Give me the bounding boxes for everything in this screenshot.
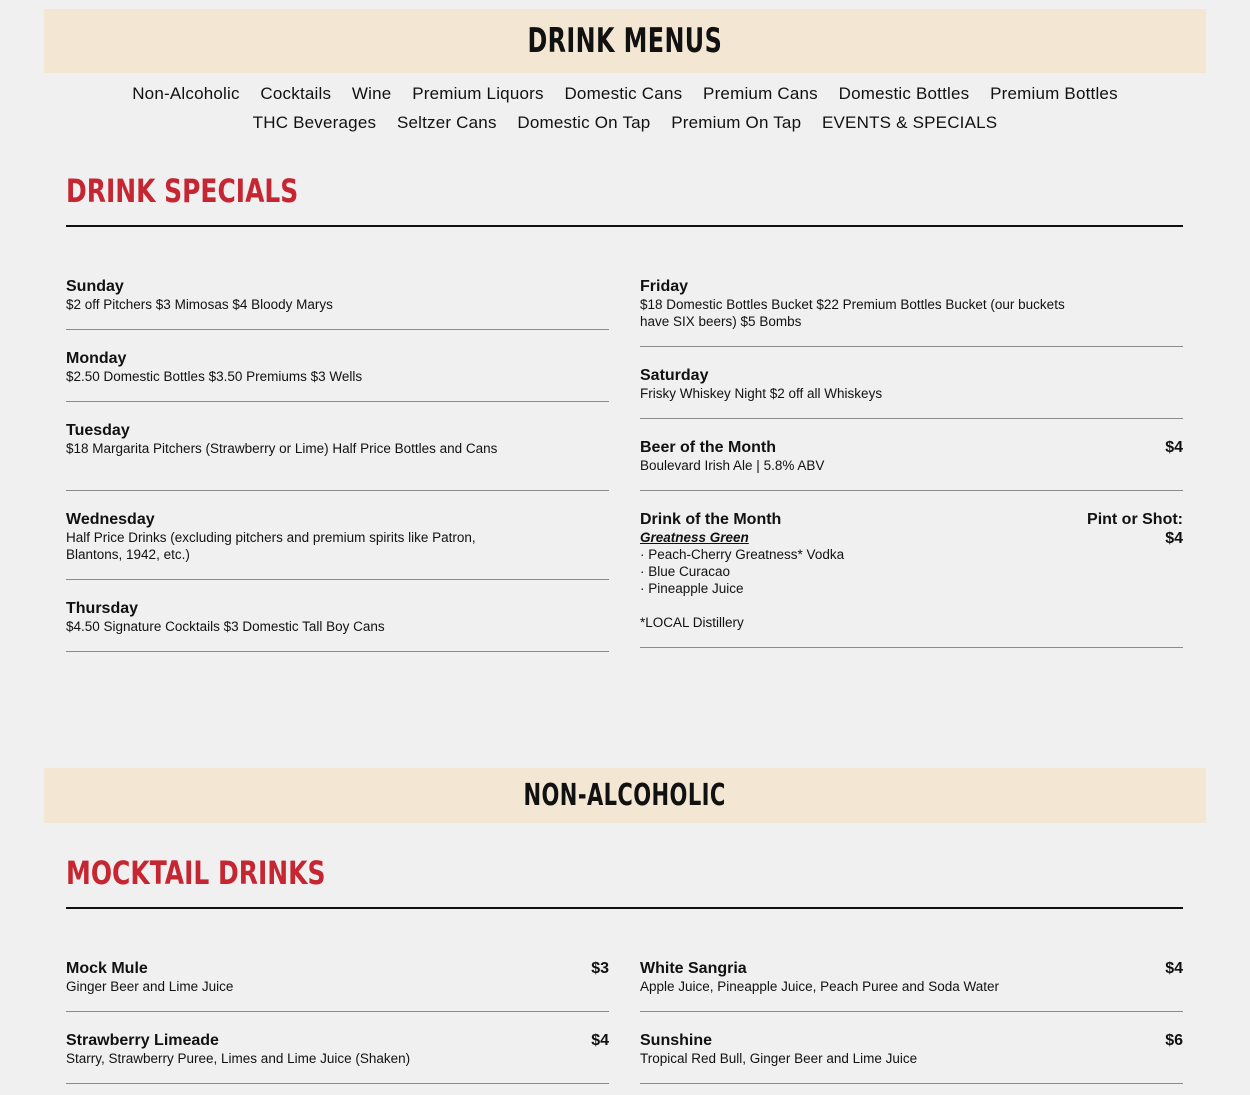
non-alcoholic-banner <box>44 768 1206 823</box>
special-item-thursday <box>66 580 609 652</box>
menu-nav-row-2 <box>0 113 1250 133</box>
nav-link-premium-liquors[interactable]: Premium Liquors <box>412 84 544 103</box>
special-item-beer-of-the-month <box>640 419 1183 491</box>
item-name: Mock Mule <box>66 960 148 977</box>
drink-menus-banner <box>44 9 1206 73</box>
special-day: Beer of the Month <box>640 439 776 456</box>
special-desc: Frisky Whiskey Night $2 off all Whiskeys <box>640 386 883 401</box>
greatness-green-link[interactable]: Greatness Green <box>640 530 749 545</box>
price-label: Pint or Shot: <box>1087 511 1183 528</box>
special-day: Drink of the Month <box>640 511 782 528</box>
nav-link-premium-cans[interactable]: Premium Cans <box>703 84 818 103</box>
special-day: Thursday <box>66 600 139 617</box>
item-price: $3 <box>591 960 609 977</box>
special-desc: Half Price Drinks (excluding pitchers and premium spirits like Patron, Blantons, 1942, etc.) <box>66 530 476 562</box>
mocktail-left-column <box>66 959 609 1084</box>
drink-specials-rule <box>66 225 1183 227</box>
special-item-saturday <box>640 347 1183 419</box>
special-day: Friday <box>640 278 689 295</box>
nav-link-domestic-on-tap[interactable]: Domestic On Tap <box>517 113 651 132</box>
mocktail-item-strawberry-limeade <box>66 1012 609 1084</box>
item-name: Sunshine <box>640 1032 713 1049</box>
item-price: $4 <box>1165 439 1183 456</box>
mocktail-item-white-sangria <box>640 959 1183 1012</box>
nav-link-seltzer-cans[interactable]: Seltzer Cans <box>396 113 497 132</box>
item-name: White Sangria <box>640 960 747 977</box>
special-day: Sunday <box>66 278 124 295</box>
nav-link-cocktails[interactable]: Cocktails <box>260 84 332 103</box>
item-desc: Starry, Strawberry Puree, Limes and Lime Juice (Shaken) <box>66 1051 411 1066</box>
mocktail-drinks-heading: MOCKTAIL DRINKS <box>66 854 326 892</box>
ingredient: · Blue Curacao <box>640 564 731 579</box>
item-desc: Ginger Beer and Lime Juice <box>66 979 234 994</box>
non-alcoholic-title: NON-ALCOHOLIC <box>523 778 727 813</box>
item-price <box>1087 510 1183 548</box>
nav-link-premium-bottles[interactable]: Premium Bottles <box>990 84 1118 103</box>
item-desc: Tropical Red Bull, Ginger Beer and Lime Juice <box>640 1051 918 1066</box>
special-desc: $18 Domestic Bottles Bucket $22 Premium Bottles Bucket (our buckets have SIX beers) $5 Bombs <box>640 297 1065 329</box>
specials-left-column <box>66 277 609 652</box>
drink-menus-title: DRINK MENUS <box>527 21 723 61</box>
special-day: Wednesday <box>66 511 155 528</box>
nav-link-premium-on-tap[interactable]: Premium On Tap <box>671 113 802 132</box>
item-price: $4 <box>1165 960 1183 977</box>
menu-nav-row-1 <box>0 84 1250 104</box>
item-price: $4 <box>591 1032 609 1049</box>
mocktail-item-mock-mule <box>66 959 609 1012</box>
mocktail-drinks-rule <box>66 907 1183 909</box>
special-item-friday <box>640 277 1183 347</box>
mocktail-right-column <box>640 959 1183 1084</box>
specials-right-column <box>640 277 1183 648</box>
nav-link-non-alcoholic[interactable]: Non-Alcoholic <box>132 84 240 103</box>
nav-link-domestic-cans[interactable]: Domestic Cans <box>564 84 683 103</box>
special-item-drink-of-the-month <box>640 491 1183 648</box>
special-desc: $2 off Pitchers $3 Mimosas $4 Bloody Marys <box>66 297 333 312</box>
special-day: Monday <box>66 350 127 367</box>
special-day: Saturday <box>640 367 709 384</box>
nav-link-wine[interactable]: Wine <box>351 84 392 103</box>
special-item-monday <box>66 330 609 402</box>
special-day: Tuesday <box>66 422 130 439</box>
distillery-note: *LOCAL Distillery <box>640 615 744 630</box>
special-item-tuesday <box>66 402 609 491</box>
special-desc: $18 Margarita Pitchers (Strawberry or Lime) Half Price Bottles and Cans <box>66 441 498 456</box>
special-item-wednesday <box>66 491 609 580</box>
mocktail-item-sunshine <box>640 1012 1183 1084</box>
special-desc: $4.50 Signature Cocktails $3 Domestic Tall Boy Cans <box>66 619 385 634</box>
item-name: Strawberry Limeade <box>66 1032 219 1049</box>
item-price: $6 <box>1165 1032 1183 1049</box>
special-item-sunday <box>66 277 609 330</box>
price-value: $4 <box>1165 530 1183 547</box>
nav-link-thc-beverages[interactable]: THC Beverages <box>252 113 377 132</box>
ingredient: · Pineapple Juice <box>640 581 744 596</box>
nav-link-domestic-bottles[interactable]: Domestic Bottles <box>838 84 970 103</box>
ingredient: · Peach-Cherry Greatness* Vodka <box>640 547 845 562</box>
nav-link-events-specials[interactable]: EVENTS & SPECIALS <box>821 113 998 132</box>
drink-specials-heading: DRINK SPECIALS <box>66 172 299 210</box>
item-desc: Apple Juice, Pineapple Juice, Peach Puree and Soda Water <box>640 979 999 994</box>
special-desc: Boulevard Irish Ale | 5.8% ABV <box>640 458 825 473</box>
special-desc: $2.50 Domestic Bottles $3.50 Premiums $3 Wells <box>66 369 363 384</box>
